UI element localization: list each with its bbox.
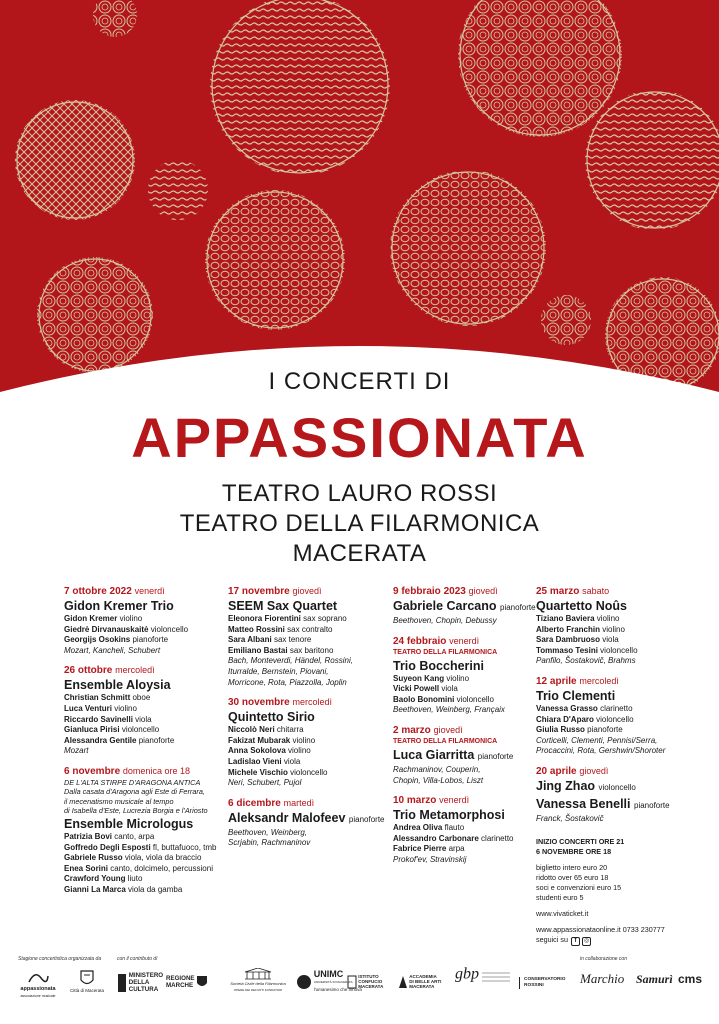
ensemble-name: Quartetto Noûs: [536, 599, 627, 613]
event-ensemble: [228, 598, 396, 614]
accademia-icon: [398, 975, 408, 989]
performer-name: Georgijs Osokins: [64, 635, 131, 645]
event-ensemble: [536, 598, 696, 614]
event-day-text: domenica ore 18: [122, 765, 190, 776]
follow-label: seguici su: [536, 934, 568, 944]
repertoire-line: Iturralde, Bernstein, Piovani,: [228, 666, 329, 676]
event-date-text: 6 novembre: [64, 765, 121, 777]
performer-row: [228, 757, 396, 768]
organized-by-label: Stagione concertistica organizzata da: [18, 956, 102, 962]
event-note-line: di Isabella d'Este, Lucrezia Borgia e l'Ariosto: [64, 806, 208, 816]
performer-instrument: sax soprano: [303, 614, 347, 623]
performer-instrument: viola: [441, 684, 458, 694]
page-title: APPASSIONATA: [131, 406, 588, 469]
performer-instrument: violino: [596, 614, 620, 623]
performer-instrument: violino: [114, 703, 137, 713]
performer-row: [536, 625, 696, 636]
footer: [0, 950, 719, 1024]
repertoire: Mozart, Kancheli, Schubert: [64, 645, 161, 655]
performer-name: Vanessa Grasso: [536, 703, 598, 713]
event-date: [64, 664, 232, 677]
performer-row: [536, 725, 696, 736]
event-date: [64, 585, 232, 598]
performer-instrument: violoncello: [150, 624, 189, 634]
performer-name: Niccolò Neri: [228, 725, 275, 735]
event-date-text: 20 aprile: [536, 765, 577, 777]
pretitle: I CONCERTI DI: [268, 368, 451, 395]
event-date-text: 30 novembre: [228, 697, 290, 709]
event-block: [536, 675, 696, 757]
venue-2: TEATRO DELLA FILARMONICA: [179, 510, 540, 537]
performer-row: [228, 625, 396, 636]
website: www.appassionataonline.it: [536, 924, 621, 934]
ensemble-name: Ensemble Aloysia: [64, 678, 171, 693]
hero-background: [0, 0, 719, 430]
ensemble-role: pianoforte: [348, 814, 385, 824]
performer-row: [536, 704, 696, 715]
performer-name: Gianluca Pirisi: [64, 725, 120, 735]
event-date: [228, 797, 396, 810]
performer-name: Tommaso Tesini: [536, 645, 598, 655]
performer-row: [228, 746, 396, 757]
performer-instrument: flauto: [444, 823, 465, 833]
price-line: studenti euro 5: [536, 892, 584, 902]
performer-instrument: viola: [135, 714, 152, 724]
performer-instrument: violoncello: [596, 714, 634, 724]
ensemble-role: violoncello: [598, 782, 636, 792]
samuri-logo: Samurì: [636, 972, 673, 986]
performer-name: Giedrė Dirvanauskaitė: [64, 624, 149, 634]
event-day-text: giovedì: [579, 765, 609, 776]
event-block: [228, 696, 396, 789]
performer-name: Patrizia Bovi: [64, 831, 113, 841]
ensemble-role: pianoforte: [500, 603, 536, 612]
performer-instrument: arpa: [448, 844, 465, 854]
performer-row: [536, 715, 696, 726]
event-day-text: venerdì: [449, 635, 480, 646]
event-block: [64, 664, 232, 757]
performer-row: [64, 832, 232, 843]
performer-name: Fakizat Mubarak: [228, 735, 291, 745]
event-date-text: 17 novembre: [228, 586, 290, 597]
event-date-text: 6 dicembre: [228, 797, 281, 809]
performer-name: Baolo Bonomini: [393, 694, 455, 704]
event-note-line: il mecenatismo musicale al tempo: [64, 796, 174, 806]
event-day-text: giovedì: [292, 586, 322, 596]
conservatorio-logo: CONSERVATORIO ROSSINI: [519, 977, 566, 989]
performer-instrument: violoncello: [456, 694, 494, 704]
performer-name: Goffredo Degli Esposti: [64, 842, 151, 852]
regione-marche-logo: REGIONE MARCHE: [166, 975, 208, 989]
performer-row: [536, 635, 696, 646]
performer-instrument: viola, viola da braccio: [124, 853, 202, 863]
event-ensemble-2: [536, 796, 696, 814]
website-line: [536, 925, 696, 935]
performer-name: Suyeon Kang: [393, 673, 445, 683]
event-day-text: venerdì: [439, 795, 470, 806]
event-block: [64, 585, 232, 656]
theater-icon: [243, 968, 273, 980]
gbp-logo: gbp: [455, 970, 511, 984]
event-date-text: 2 marzo: [393, 724, 431, 736]
performer-name: Gidon Kremer: [64, 614, 118, 623]
performer-row: [64, 853, 232, 864]
performer-row: [64, 843, 232, 854]
event-day-text: venerdì: [134, 586, 165, 596]
performer-name: Emiliano Bastai: [228, 645, 288, 655]
performer-instrument: liuto: [127, 874, 143, 884]
performer-name: Sara Albani: [228, 635, 272, 645]
performer-row: [64, 736, 232, 747]
collab-label: in collaborazione con: [580, 956, 627, 962]
performer-instrument: oboe: [132, 693, 151, 703]
event-ensemble: [536, 688, 696, 704]
performer-name: Andrea Oliva: [393, 823, 443, 833]
event-date: [536, 765, 696, 778]
event-block: [64, 765, 232, 896]
performer-instrument: violino: [288, 746, 311, 756]
performer-name: Alessandro Carbonare: [393, 833, 479, 843]
marchio-logo: Marchio: [580, 971, 625, 986]
contrib-label: con il contributo di: [117, 956, 158, 962]
ensemble-name: SEEM Sax Quartet: [228, 599, 338, 613]
performer-row: [64, 885, 232, 896]
event-day-text: mercoledì: [115, 665, 155, 676]
repertoire-line: Corticelli, Clementi, Pennisi/Serra,: [536, 735, 658, 745]
repertoire-line: Scrjabin, Rachmaninov: [228, 838, 311, 848]
performer-row: [228, 614, 396, 625]
performer-row: [228, 646, 396, 657]
unimc-icon: [296, 974, 312, 990]
performer-name: Enea Sorini: [64, 863, 109, 873]
start-time: INIZIO CONCERTI ORE 21: [536, 836, 625, 846]
event-venue: TEATRO DELLA FILARMONICA: [393, 737, 498, 745]
ensemble-name: Quintetto Sirio: [228, 710, 315, 725]
performer-instrument: violino: [446, 673, 470, 683]
unimc-logo: UNIMC UNIVERSITÀ DI MACERATA l'umanesimo che innova: [296, 970, 362, 993]
performer-instrument: fl, buttafuoco, tmb: [152, 842, 217, 852]
performer-instrument: violoncello: [121, 725, 160, 735]
event-block: [536, 585, 696, 667]
performer-name: Ladislao Vieni: [228, 756, 282, 766]
performer-name: Luca Venturi: [64, 703, 113, 713]
performer-row: [64, 715, 232, 726]
event-ensemble: [228, 810, 396, 828]
performer-instrument: canto, dolcimelo, percussioni: [110, 863, 213, 873]
city-crest-icon: [80, 970, 94, 987]
repertoire: Beethoven, Chopin, Debussy: [393, 616, 497, 625]
event-date-text: 25 marzo: [536, 586, 580, 597]
repertoire-line: Procaccini, Rota, Gershwin/Shoroter: [536, 746, 666, 756]
performer-instrument: viola: [283, 756, 301, 766]
event-date-text: 26 ottobre: [64, 665, 113, 677]
event-note-line: Dalla casata d'Aragona agli Este di Ferrara,: [64, 787, 205, 797]
performer-instrument: violino: [602, 624, 625, 634]
event-ensemble: [64, 816, 232, 832]
performer-name: Chiara D'Aparo: [536, 714, 594, 724]
ensemble-role: pianoforte: [634, 800, 670, 810]
ensemble-name: Trio Metamorphosi: [393, 808, 505, 823]
repertoire: Neri, Schubert, Pujol: [228, 778, 302, 788]
performer-name: Gabriele Russo: [64, 853, 123, 863]
performer-row: [228, 736, 396, 747]
repertoire-line: Chopin, Villa-Lobos, Liszt: [393, 775, 484, 785]
follow-line: [536, 935, 696, 946]
performer-name: Sara Dambruoso: [536, 635, 601, 645]
performer-name: Michele Vischio: [228, 767, 288, 777]
price-line: ridotto over 65 euro 18: [536, 872, 609, 882]
appassionata-logo-icon: [27, 970, 49, 986]
phone: 0733 230777: [622, 924, 665, 934]
event-block: [536, 765, 696, 825]
performer-name: Riccardo Savinelli: [64, 714, 133, 724]
ticket-info: [536, 837, 696, 946]
performer-instrument: viola da gamba: [128, 884, 183, 894]
performer-name: Crawford Young: [64, 874, 126, 884]
start-time: 6 NOVEMBRE ORE 18: [536, 846, 612, 856]
repertoire: Prokof'ev, Stravinskij: [393, 854, 467, 864]
ensemble-name: Luca Giarritta: [393, 747, 475, 762]
event-date-text: 12 aprile: [536, 675, 577, 687]
price-line: soci e convenzioni euro 15: [536, 882, 622, 892]
repertoire: Beethoven, Weinberg, Françaix: [393, 705, 505, 715]
ensemble-name: Jing Zhao: [536, 778, 596, 793]
event-venue: TEATRO DELLA FILARMONICA: [393, 648, 498, 656]
performer-instrument: clarinetto: [481, 833, 514, 843]
performer-instrument: clarinetto: [600, 703, 633, 713]
performer-row: [536, 614, 696, 625]
event-date: [228, 696, 396, 709]
event-date: [228, 585, 396, 598]
gbp-lines-icon: [481, 970, 511, 984]
ticket-site: www.vivaticket.it: [536, 908, 589, 918]
performer-name: Fabrice Pierre: [393, 844, 447, 854]
repertoire: Mozart: [64, 746, 89, 756]
event-date: [536, 585, 696, 598]
event-ensemble: [228, 709, 396, 725]
event-day-text: mercoledì: [292, 697, 332, 708]
facebook-icon: f: [571, 937, 580, 946]
event-date-text: 9 febbraio 2023: [393, 586, 466, 597]
ensemble-role: pianoforte: [477, 751, 514, 761]
performer-instrument: sax baritono: [289, 645, 334, 655]
performer-instrument: violoncello: [600, 645, 638, 655]
performer-instrument: pianoforte: [138, 735, 175, 745]
repertoire-line: Beethoven, Weinberg,: [228, 827, 308, 837]
event-day-text: giovedì: [433, 724, 463, 735]
performer-row: [64, 693, 232, 704]
event-date-text: 24 febbraio: [393, 635, 447, 647]
ministero-logo: MINISTERO DELLA CULTURA: [117, 972, 163, 993]
performer-name: Matteo Rossini: [228, 624, 285, 634]
event-ensemble: [64, 598, 232, 614]
event-day-text: martedì: [283, 797, 315, 808]
event-day-text: giovedì: [468, 586, 498, 596]
event-ensemble: [536, 778, 696, 796]
event-block: [228, 585, 396, 688]
repertoire-line: Morricone, Rota, Piazzolla, Joplin: [228, 677, 347, 687]
societa-filarmonica-logo: Società Civile della Filarmonica OPERE DEI DEFUNTI FONDATORI: [228, 968, 288, 994]
performer-row: [64, 625, 232, 636]
performer-name: Anna Sokolova: [228, 746, 286, 756]
performer-name: Christian Schmitt: [64, 693, 131, 703]
performer-instrument: sax tenore: [273, 635, 312, 645]
performer-instrument: pianoforte: [587, 725, 623, 735]
performer-name: Eleonora Fiorentini: [228, 614, 301, 623]
appassionata-logo: appassionata associazione musicale: [18, 970, 58, 1000]
performer-name: Alessandra Gentile: [64, 735, 137, 745]
cms-logo: cms: [678, 972, 703, 986]
program-column-1: [64, 585, 232, 904]
program-column-2: [228, 585, 396, 857]
event-block: [228, 797, 396, 849]
performer-name: Alberto Franchin: [536, 624, 601, 634]
event-day-text: sabato: [582, 586, 610, 596]
performer-name: Tiziano Baviera: [536, 614, 595, 623]
performer-row: [228, 725, 396, 736]
event-date-text: 10 marzo: [393, 795, 437, 807]
repertoire: Panfilo, Šostakovič, Brahms: [536, 656, 636, 666]
performer-name: Giulia Russo: [536, 725, 585, 735]
performer-instrument: violino: [292, 735, 316, 745]
program-column-4: [536, 585, 696, 946]
confucio-icon: [347, 975, 357, 989]
event-date-text: 7 ottobre 2022: [64, 586, 132, 597]
ensemble-name: Aleksandr Malofeev: [228, 810, 346, 825]
ensemble-name: Gidon Kremer Trio: [64, 599, 174, 613]
confucio-logo: ISTITUTO CONFUCIO MACERATA: [347, 974, 383, 989]
accademia-logo: ACCADEMIA DI BELLE ARTI MACERATA: [398, 974, 441, 989]
performer-instrument: chitarra: [276, 725, 304, 735]
repertoire: Franck, Šostakovič: [536, 813, 604, 823]
ensemble-name: Gabriele Carcano: [393, 599, 497, 613]
ensemble-name: Ensemble Micrologus: [64, 816, 194, 831]
price-line: biglietto intero euro 20: [536, 862, 608, 872]
performer-row: [64, 725, 232, 736]
ministero-icon: [117, 973, 127, 993]
performer-row: [64, 704, 232, 715]
performer-instrument: canto, arpa: [114, 831, 155, 841]
performer-row: [64, 635, 232, 646]
instagram-icon: ◎: [583, 937, 590, 944]
performer-instrument: pianoforte: [132, 635, 169, 645]
event-date: [536, 675, 696, 688]
performer-row: [64, 614, 232, 625]
venue-3: MACERATA: [292, 540, 427, 567]
repertoire-line: Bach, Monteverdi, Händel, Rossini,: [228, 656, 353, 666]
performer-row: [64, 864, 232, 875]
performer-name: Vicki Powell: [393, 684, 440, 694]
repertoire-line: Rachmaninov, Couperin,: [393, 764, 481, 774]
event-subtitle: DE L'ALTA STIRPE D'ARAGONA ANTICA: [64, 777, 201, 787]
event-date: [64, 765, 232, 778]
venue-1: TEATRO LAURO ROSSI: [221, 480, 498, 507]
performer-instrument: violoncello: [290, 767, 328, 777]
performer-instrument: viola: [602, 635, 619, 645]
performer-instrument: violino: [119, 614, 143, 623]
ensemble-name: Vanessa Benelli: [536, 796, 631, 811]
event-ensemble: [64, 677, 232, 693]
ensemble-name: Trio Boccherini: [393, 658, 484, 673]
performer-instrument: sax contralto: [287, 624, 333, 634]
event-day-text: mercoledì: [579, 675, 619, 686]
ensemble-name: Trio Clementi: [536, 688, 616, 703]
performer-name: Gianni La Marca: [64, 884, 126, 894]
regione-marche-icon: [196, 975, 208, 989]
performer-row: [536, 646, 696, 657]
performer-row: [228, 768, 396, 779]
performer-row: [228, 635, 396, 646]
macerata-logo: Città di Macerata: [68, 970, 106, 994]
performer-row: [64, 874, 232, 885]
